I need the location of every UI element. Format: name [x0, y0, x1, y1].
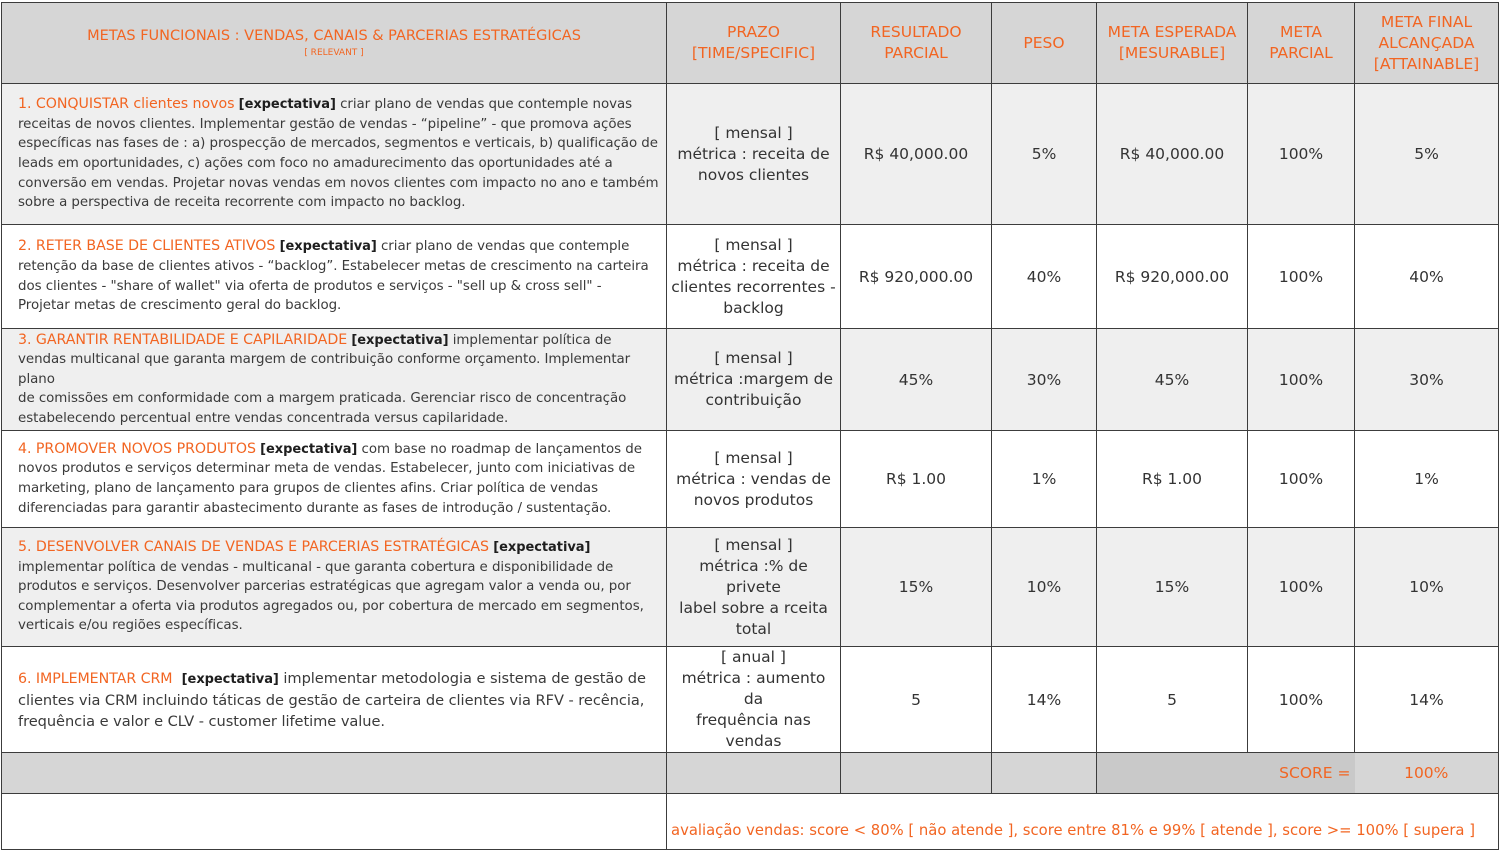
goal-prazo: [ anual ] métrica : aumento da frequência nas vendas: [667, 647, 841, 753]
header-title: METAS FUNCIONAIS : VENDAS, CANAIS & PARCERIAS ESTRATÉGICAS [ RELEVANT ]: [2, 3, 667, 84]
goal-meta-esperada: 45%: [1097, 329, 1248, 431]
goal-meta-parcial: 100%: [1248, 647, 1355, 753]
goal-meta-parcial: 100%: [1248, 84, 1355, 225]
goal-row: [2, 431, 1499, 528]
goal-peso: 5%: [992, 84, 1097, 225]
evaluation-note: avaliação vendas: score < 80% [ não atende ], score entre 81% e 99% [ atende ], score >= 100% [ supera ]: [667, 794, 1499, 850]
goal-prazo: [ mensal ] métrica : receita de novos clientes: [667, 84, 841, 225]
goal-peso: 1%: [992, 431, 1097, 528]
goal-meta-final: 14%: [1355, 647, 1499, 753]
goal-description: 3. GARANTIR RENTABILIDADE E CAPILARIDADE [expectativa] implementar política de vendas multicanal que garanta margem de contribuição conforme orçamento. Implementar plano de comissões em conformidade com a margem praticada. Gerenciar risco de concentração estabelecendo percentual entre vendas concentrada versus capilaridade.: [2, 329, 667, 431]
goal-resultado: R$ 920,000.00: [841, 225, 992, 329]
goal-row: [2, 528, 1499, 647]
goal-row: [2, 84, 1499, 225]
header-meta-final: META FINAL ALCANÇADA [ATTAINABLE]: [1355, 3, 1499, 84]
goal-description: 2. RETER BASE DE CLIENTES ATIVOS [expectativa] criar plano de vendas que contemple retenção da base de clientes ativos - “backlog”. Estabelecer metas de crescimento na carteira dos clientes - "share of wallet" via oferta de produtos e serviços - "sell up & cross sell" - Projetar metas de crescimento geral do backlog.: [2, 225, 667, 329]
score-blank-cell: [992, 753, 1097, 794]
header-peso: PESO: [992, 3, 1097, 84]
header-meta-esperada: META ESPERADA [MESURABLE]: [1097, 3, 1248, 84]
goal-meta-parcial: 100%: [1248, 329, 1355, 431]
goal-prazo: [ mensal ] métrica : receita de clientes recorrentes - backlog: [667, 225, 841, 329]
score-value: 100%: [1355, 753, 1499, 794]
goal-peso: 30%: [992, 329, 1097, 431]
goal-meta-final: 40%: [1355, 225, 1499, 329]
score-label: SCORE =: [1097, 753, 1355, 794]
goal-meta-esperada: 5: [1097, 647, 1248, 753]
goal-row: [2, 329, 1499, 431]
score-blank-cell: [667, 753, 841, 794]
goal-meta-parcial: 100%: [1248, 528, 1355, 647]
goal-prazo: [ mensal ] métrica :margem de contribuição: [667, 329, 841, 431]
goal-prazo: [ mensal ] métrica : vendas de novos produtos: [667, 431, 841, 528]
header-prazo: PRAZO [TIME/SPECIFIC]: [667, 3, 841, 84]
goal-description: 1. CONQUISTAR clientes novos [expectativa] criar plano de vendas que contemple novas receitas de novos clientes. Implementar gestão de vendas - “pipeline” - que promova ações específicas nas fases de : a) prospecção de mercados, segmentos e verticais, b) qualificação de leads em oportunidades, c) ações com foco no amadurecimento das oportunidades até a conversão em vendas. Projetar novas vendas em novos clientes com impacto no ano e também sobre a perspectiva de receita recorrente com impacto no backlog.: [2, 84, 667, 225]
goal-meta-final: 5%: [1355, 84, 1499, 225]
goal-meta-esperada: R$ 920,000.00: [1097, 225, 1248, 329]
goal-row: [2, 647, 1499, 753]
goal-description: 5. DESENVOLVER CANAIS DE VENDAS E PARCERIAS ESTRATÉGICAS [expectativa] implementar política de vendas - multicanal - que garanta cobertura e disponibilidade de produtos e serviços. Desenvolver parcerias estratégicas que agregam valor a venda ou, por complementar a oferta via produtos agregados ou, por cobertura de mercado em segmentos, verticais e/ou regiões específicas.: [2, 528, 667, 647]
goal-meta-esperada: R$ 40,000.00: [1097, 84, 1248, 225]
goal-resultado: R$ 40,000.00: [841, 84, 992, 225]
goal-meta-final: 10%: [1355, 528, 1499, 647]
footer-row: [2, 794, 1499, 850]
goal-row: [2, 225, 1499, 329]
header-row: [2, 3, 1499, 84]
goal-description: 6. IMPLEMENTAR CRM [expectativa] implementar metodologia e sistema de gestão de clientes via CRM incluindo táticas de gestão de carteira de clientes via RFV - recência, frequência e valor e CLV - customer lifetime value.: [2, 647, 667, 753]
goal-resultado: 15%: [841, 528, 992, 647]
score-blank-cell: [841, 753, 992, 794]
goal-meta-parcial: 100%: [1248, 431, 1355, 528]
score-blank-cell: [2, 753, 667, 794]
header-meta-parcial: META PARCIAL: [1248, 3, 1355, 84]
goal-prazo: [ mensal ] métrica :% de privete label sobre a rceita total: [667, 528, 841, 647]
goal-resultado: 5: [841, 647, 992, 753]
goal-resultado: 45%: [841, 329, 992, 431]
footer-blank-cell: [2, 794, 667, 850]
goal-meta-parcial: 100%: [1248, 225, 1355, 329]
goal-peso: 40%: [992, 225, 1097, 329]
header-resultado-parcial: RESULTADO PARCIAL: [841, 3, 992, 84]
goal-resultado: R$ 1.00: [841, 431, 992, 528]
goal-meta-final: 1%: [1355, 431, 1499, 528]
goal-meta-esperada: 15%: [1097, 528, 1248, 647]
goal-peso: 10%: [992, 528, 1097, 647]
goal-description: 4. PROMOVER NOVOS PRODUTOS [expectativa] com base no roadmap de lançamentos de novos produtos e serviços determinar meta de vendas. Estabelecer, junto com iniciativas de marketing, plano de lançamento para grupos de clientes afins. Criar política de vendas diferenciadas para garantir abastecimento durante as fases de introdução / sustentação.: [2, 431, 667, 528]
goal-meta-final: 30%: [1355, 329, 1499, 431]
score-row: [2, 753, 1499, 794]
goal-meta-esperada: R$ 1.00: [1097, 431, 1248, 528]
goal-peso: 14%: [992, 647, 1097, 753]
goals-table: [1, 2, 1499, 850]
